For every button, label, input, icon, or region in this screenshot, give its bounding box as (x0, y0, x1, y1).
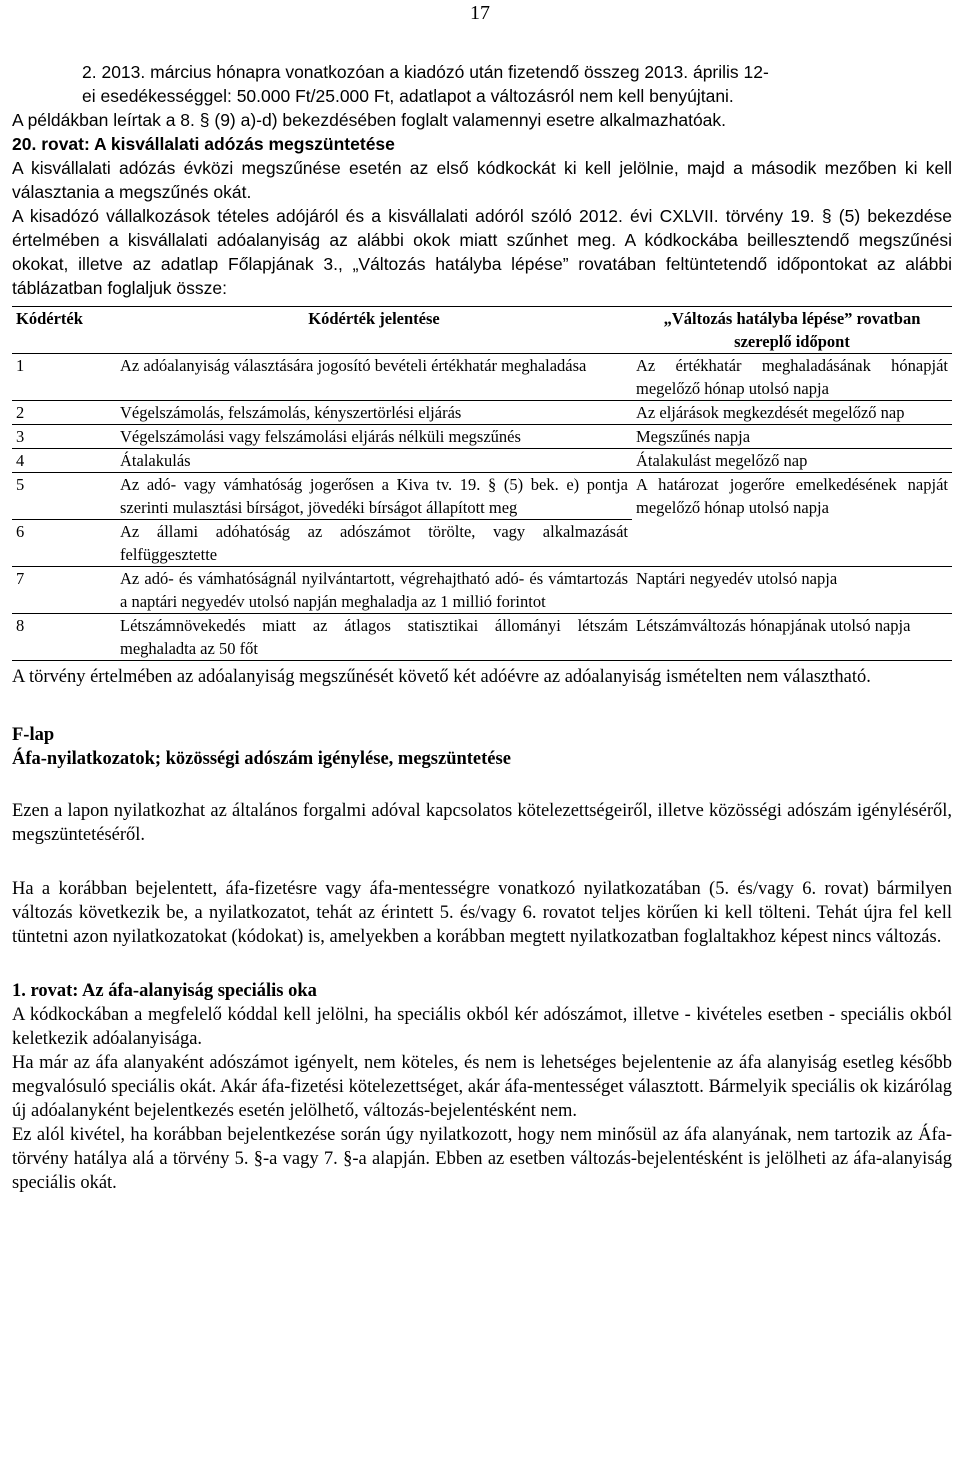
row-date: Átalakulást megelőző nap (632, 449, 952, 473)
flap-para1: Ezen a lapon nyilatkozhat az általános forgalmi adóval kapcsolatos kötelezettségeiről, illetve közösségi adószám igényléséről, megszüntetéséről. (12, 801, 952, 845)
row-meaning: Végelszámolási vagy felszámolási eljárás nélküli megszűnés (116, 425, 632, 449)
row-meaning: Az állami adóhatóság az adószámot törölte, vagy alkalmazását felfüggesztette (116, 520, 632, 567)
row-meaning: Az adó- vagy vámhatóság jogerősen a Kiva tv. 19. § (5) bek. e) pontja szerinti mulasztási bírságot, jövedéki bírságot állapított meg (116, 473, 632, 520)
row-code: 3 (12, 425, 116, 449)
intro-item2-line1: 2. 2013. március hónapra vonatkozóan a kiadózó után fizetendő összeg 2013. április 12- (82, 62, 769, 82)
row-code: 1 (12, 354, 116, 401)
row-meaning: Létszámnövekedés miatt az átlagos statisztikai állományi létszám meghaladta az 50 főt (116, 614, 632, 661)
after-table-paragraph: A törvény értelmében az adóalanyiság megszűnését követő két adóévre az adóalanyiság ismételten nem választható. (12, 667, 871, 687)
row-date: A határozat jogerőre emelkedésének napját megelőző hónap utolsó napja (632, 473, 952, 567)
table-row (12, 449, 952, 473)
flap-title: F-lap (12, 725, 55, 745)
intro-item2-line2: ei esedékességgel: 50.000 Ft/25.000 Ft, adatlapot a változásról nem kell benyújtani. (82, 86, 734, 106)
row-date: Az értékhatár meghaladásának hónapját megelőző hónap utolsó napja (632, 354, 952, 401)
rovat1-para3: Ez alól kivétel, ha korábban bejelentkezése során úgy nyilatkozott, hogy nem minősül az áfa alanyának, nem tartozik az Áfa-törvény hatálya alá a törvény 5. §-a vagy 7. §-a alapján. Ebben az esetben változás-bejelentésként is jelölheti az áfa-alanyiság speciális okát. (12, 1125, 952, 1193)
section20-para2: A kisadózó vállalkozások tételes adójáról és a kisvállalati adóról szóló 2012. évi CXLVII. törvény 19. § (5) bekezdése értelmében a kisvállalati adóalanyiság az alábbi okok miatt szűnhet meg. A kódkockába beillesztendő megszűnési okokat, illetve az adatlap Főlapjának 3., „Változás hatályba lépése” rovatában feltüntetendő időpontokat az alábbi táblázatban foglaljuk össze: (12, 206, 952, 298)
header-meaning: Kódérték jelentése (116, 307, 632, 354)
header-code: Kódérték (12, 307, 116, 354)
row-meaning: Az adóalanyiság választására jogosító bevételi értékhatár meghaladása (116, 354, 632, 401)
rovat1-heading: 1. rovat: Az áfa-alanyiság speciális oka (12, 981, 317, 1001)
table-row (12, 614, 952, 661)
table-row (12, 401, 952, 425)
flap-subtitle: Áfa-nyilatkozatok; közösségi adószám igénylése, megszüntetése (12, 749, 511, 769)
table-row (12, 354, 952, 401)
row-meaning: Végelszámolás, felszámolás, kényszertörlési eljárás (116, 401, 632, 425)
table-row (12, 425, 952, 449)
row-code: 6 (12, 520, 116, 567)
row-meaning: Átalakulás (116, 449, 632, 473)
table-row (12, 473, 952, 520)
row-code: 7 (12, 567, 116, 614)
row-code: 5 (12, 473, 116, 520)
document-page (12, 0, 952, 1195)
header-date: „Változás hatályba lépése” rovatban szereplő időpont (632, 307, 952, 354)
intro-examples-line: A példákban leírtak a 8. § (9) a)-d) bekezdésében foglalt valamennyi esetre alkalmazhatóak. (12, 110, 727, 130)
section20-para1: A kisvállalati adózás évközi megszűnése esetén az első kódkockát ki kell jelölnie, majd a második mezőben ki kell választania a megszűnés okát. (12, 158, 952, 202)
row-code: 8 (12, 614, 116, 661)
row-date: Az eljárások megkezdését megelőző nap (632, 401, 952, 425)
section20-heading: 20. rovat: A kisvállalati adózás megszüntetése (12, 134, 395, 154)
rovat1-para2: Ha már az áfa alanyaként adószámot igényelt, nem köteles, és nem is lehetséges bejelentenie az áfa alanyiság esetleg később megvalósuló speciális okát. Akár áfa-fizetési kötelezettséget, akár áfa-mentességet választott. Bármelyik speciális ok kizárólag új adóalanyként bejelentkezés esetén jelölhető, változás-bejelentésként nem. (12, 1053, 952, 1121)
page-number: 17 (470, 2, 490, 24)
row-code: 2 (12, 401, 116, 425)
flap-para2: Ha a korábban bejelentett, áfa-fizetésre vagy áfa-mentességre vonatkozó nyilatkozatában (5. és/vagy 6. rovat) bármilyen változás következik be, a nyilatkozatot, tehát az érintett 5. és/vagy 6. rovatot teljes körűen ki kell tölteni. Tehát újra fel kell tüntetni azon nyilatkozatokat (kódokat) is, amelyekben a korábban megtett nyilatkozatban foglaltakhoz képest nincs változás. (12, 879, 952, 947)
table-row (12, 567, 952, 614)
table-header-row (12, 307, 952, 354)
row-date: Megszűnés napja (632, 425, 952, 449)
row-code: 4 (12, 449, 116, 473)
row-meaning: Az adó- és vámhatóságnál nyilvántartott, végrehajtható adó- és vámtartozás a naptári negyedév utolsó napján meghaladja az 1 millió forintot (116, 567, 632, 614)
rovat1-para1: A kódkockában a megfelelő kóddal kell jelölni, ha speciális okból kér adószámot, illetve - kivételes esetben - speciális okból keletkezik adóalanyisága. (12, 1005, 952, 1049)
termination-codes-table (12, 306, 952, 661)
row-date: Létszámváltozás hónapjának utolsó napja (632, 614, 952, 661)
row-date: Naptári negyedév utolsó napja (632, 567, 952, 614)
